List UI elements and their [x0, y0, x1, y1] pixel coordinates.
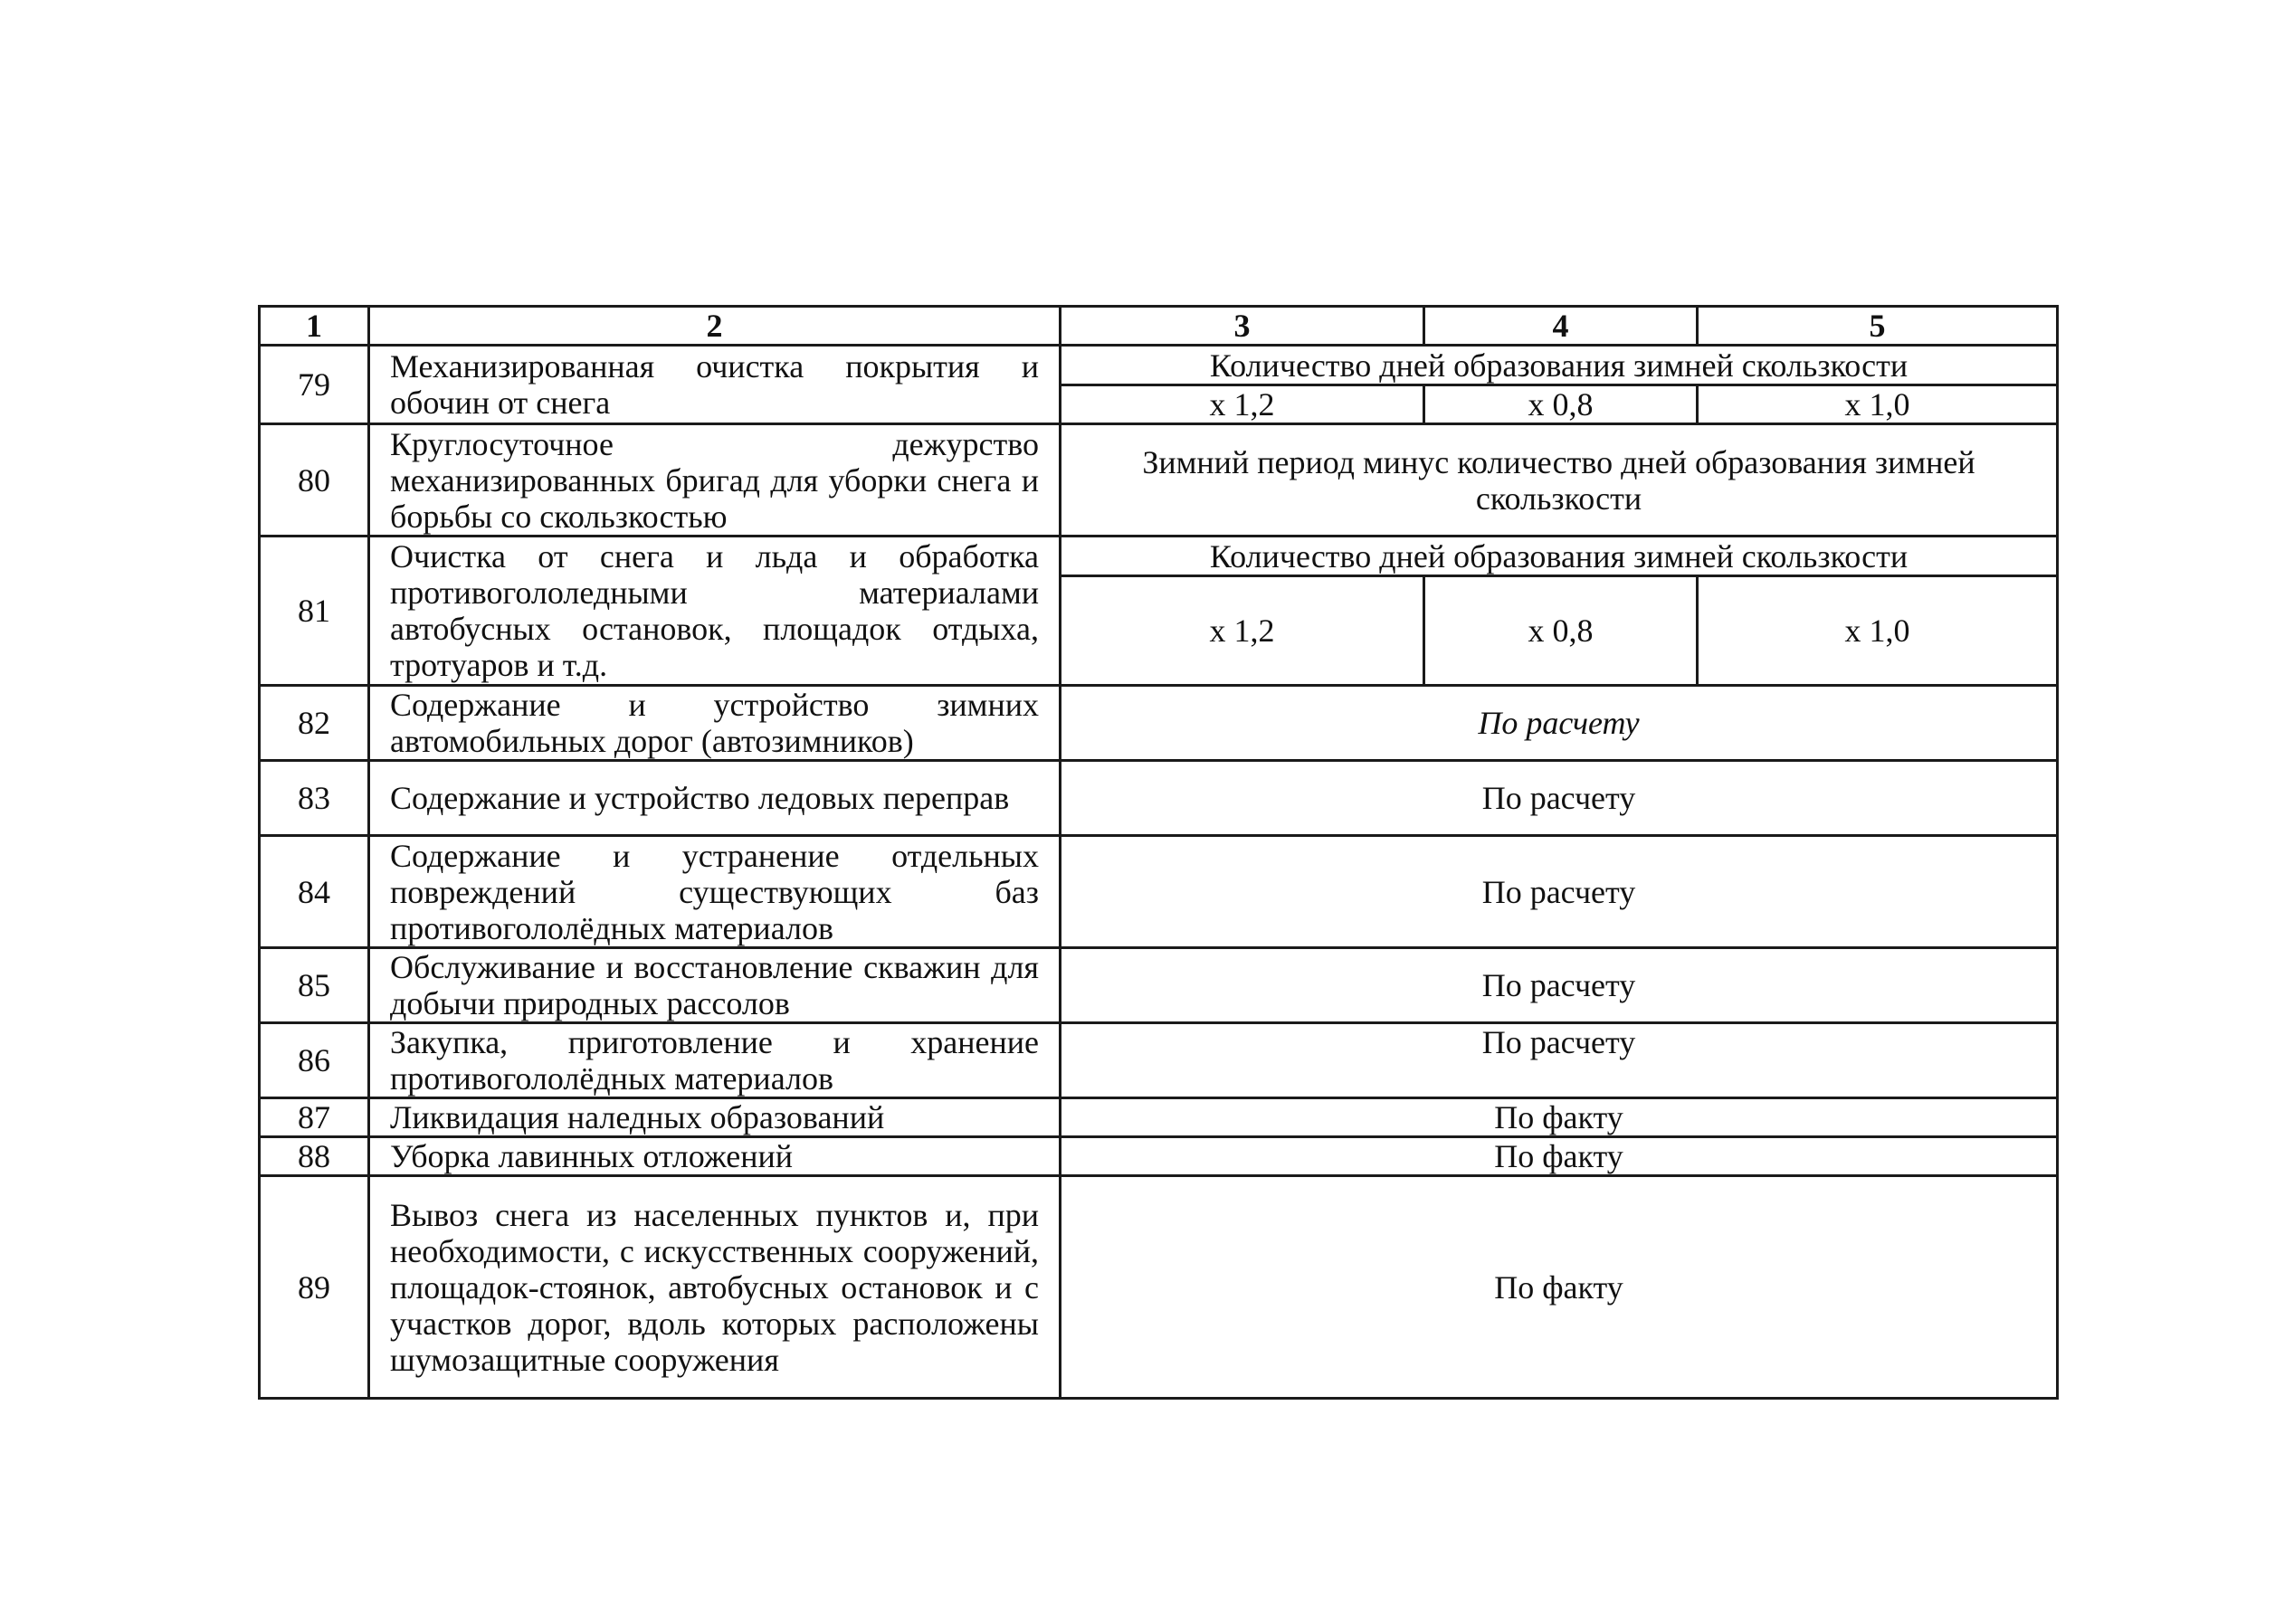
coef-col-4: х 0,8	[1424, 385, 1698, 424]
header-col-1: 1	[260, 307, 369, 346]
table-row	[260, 537, 2058, 576]
document-table	[258, 305, 2059, 1400]
row-value: По расчету	[1061, 761, 2058, 836]
header-col-5: 5	[1698, 307, 2058, 346]
row-number: 85	[260, 948, 369, 1023]
table-row	[260, 686, 2058, 761]
row-number: 88	[260, 1137, 369, 1176]
row-number: 87	[260, 1098, 369, 1137]
row-description: Механизированная очистка покрытия и обочин от снега	[369, 346, 1061, 424]
row-number: 89	[260, 1176, 369, 1399]
table-row	[260, 424, 2058, 537]
row-value: По расчету	[1061, 948, 2058, 1023]
row-value: По факту	[1061, 1098, 2058, 1137]
row-value: По факту	[1061, 1176, 2058, 1399]
table-row	[260, 1176, 2058, 1399]
row-number: 81	[260, 537, 369, 686]
row-value-span: Количество дней образования зимней скользкости	[1061, 537, 2058, 576]
table-row	[260, 836, 2058, 948]
row-value: Зимний период минус количество дней образования зимней скользкости	[1061, 424, 2058, 537]
table-row	[260, 1137, 2058, 1176]
row-description: Содержание и устройство зимних автомобильных дорог (автозимников)	[369, 686, 1061, 761]
header-col-4: 4	[1424, 307, 1698, 346]
row-value: По расчету	[1061, 1023, 2058, 1098]
row-number: 84	[260, 836, 369, 948]
row-number: 83	[260, 761, 369, 836]
row-value-span: Количество дней образования зимней скользкости	[1061, 346, 2058, 385]
header-row	[260, 307, 2058, 346]
row-description: Круглосуточное дежурство механизированных бригад для уборки снега и борьбы со скользкостью	[369, 424, 1061, 537]
row-number: 82	[260, 686, 369, 761]
row-description: Содержание и устранение отдельных повреждений существующих баз противогололёдных материалов	[369, 836, 1061, 948]
row-description: Закупка, приготовление и хранение противогололёдных материалов	[369, 1023, 1061, 1098]
header-col-3: 3	[1061, 307, 1424, 346]
row-description: Ликвидация наледных образований	[369, 1098, 1061, 1137]
row-number: 80	[260, 424, 369, 537]
header-col-2: 2	[369, 307, 1061, 346]
row-value: По факту	[1061, 1137, 2058, 1176]
table-row	[260, 1098, 2058, 1137]
row-number: 79	[260, 346, 369, 424]
coef-col-5: х 1,0	[1698, 576, 2058, 686]
table-row	[260, 346, 2058, 385]
table-row	[260, 761, 2058, 836]
row-description: Содержание и устройство ледовых переправ	[369, 761, 1061, 836]
table-row	[260, 1023, 2058, 1098]
coef-col-3: х 1,2	[1061, 576, 1424, 686]
coef-col-5: х 1,0	[1698, 385, 2058, 424]
row-number: 86	[260, 1023, 369, 1098]
row-description: Обслуживание и восстановление скважин для добычи природных рассолов	[369, 948, 1061, 1023]
table-row	[260, 948, 2058, 1023]
row-description: Уборка лавинных отложений	[369, 1137, 1061, 1176]
coef-col-3: х 1,2	[1061, 385, 1424, 424]
row-description: Вывоз снега из населенных пунктов и, при необходимости, с искусственных сооружений, площадок-стоянок, автобусных остановок и с участков дорог, вдоль которых расположены шумозащитные сооружения	[369, 1176, 1061, 1399]
row-value: По расчету	[1061, 686, 2058, 761]
coef-col-4: х 0,8	[1424, 576, 1698, 686]
row-value: По расчету	[1061, 836, 2058, 948]
row-description: Очистка от снега и льда и обработка противогололедными материалами автобусных остановок, площадок отдыха, тротуаров и т.д.	[369, 537, 1061, 686]
